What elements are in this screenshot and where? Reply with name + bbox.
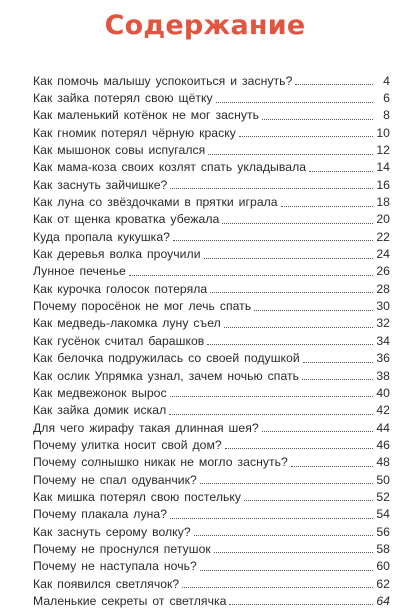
toc-entry-title: Как появился светлячок? bbox=[33, 576, 180, 591]
dot-leader bbox=[182, 577, 373, 588]
dot-leader bbox=[239, 126, 373, 137]
toc-entry-title: Почему не проснулся петушок bbox=[33, 541, 211, 556]
toc-entry-title: Как заснуть зайчишке? bbox=[33, 177, 168, 192]
toc-entry-page-number: 16 bbox=[376, 177, 390, 192]
toc-entry bbox=[33, 141, 390, 158]
toc-entry bbox=[33, 228, 390, 245]
toc-entry-page-number: 56 bbox=[376, 524, 390, 539]
toc-entry-page-number: 12 bbox=[376, 143, 390, 158]
toc-entry-page-number: 38 bbox=[376, 368, 390, 383]
dot-leader bbox=[200, 560, 373, 571]
toc-entry-title: Лунное печенье bbox=[33, 264, 126, 279]
toc-entry-page-number: 6 bbox=[383, 91, 390, 106]
toc-entry bbox=[33, 367, 390, 384]
toc-entry-title: Почему не спал одуванчик? bbox=[33, 472, 197, 487]
dot-leader bbox=[170, 178, 373, 189]
dot-leader bbox=[214, 542, 373, 553]
toc-entry-page-number: 54 bbox=[376, 507, 390, 522]
toc-entry-title: Как белочка подружилась со своей подушкой bbox=[33, 351, 300, 366]
dot-leader bbox=[169, 404, 373, 415]
toc-entry bbox=[33, 159, 390, 176]
toc-entry-page-number: 4 bbox=[383, 73, 390, 88]
dot-leader bbox=[229, 594, 373, 605]
toc-entry bbox=[33, 193, 390, 210]
table-of-contents bbox=[33, 72, 390, 610]
toc-entry-title: Как курочка голосок потеряла bbox=[33, 281, 208, 296]
toc-entry-page-number: 48 bbox=[376, 455, 390, 470]
toc-entry bbox=[33, 245, 390, 262]
toc-entry-title: Маленькие секреты от светлячка bbox=[33, 593, 227, 608]
dot-leader bbox=[216, 92, 373, 103]
dot-leader bbox=[210, 282, 373, 293]
dot-leader bbox=[173, 230, 373, 241]
toc-entry-title: Почему солнышко никак не могло заснуть? bbox=[33, 455, 288, 470]
toc-entry-title: Как помочь малышу успокоиться и заснуть? bbox=[33, 73, 293, 88]
dot-leader bbox=[194, 525, 373, 536]
toc-entry-title: Как ослик Упрямка узнал, зачем ночью спать bbox=[33, 368, 300, 383]
dot-leader bbox=[244, 490, 373, 501]
page-title: Содержание bbox=[104, 10, 306, 41]
toc-entry bbox=[33, 419, 390, 436]
toc-entry bbox=[33, 72, 390, 89]
dot-leader bbox=[170, 386, 373, 397]
toc-entry bbox=[33, 107, 390, 124]
dot-leader bbox=[204, 248, 373, 259]
toc-entry-page-number: 42 bbox=[376, 403, 390, 418]
toc-entry bbox=[33, 89, 390, 106]
dot-leader bbox=[224, 317, 373, 328]
dot-leader bbox=[254, 300, 373, 311]
toc-entry-page-number: 30 bbox=[376, 299, 390, 314]
toc-entry-title: Почему поросёнок не мог лечь спать bbox=[33, 299, 252, 314]
toc-entry-title: Как медведь-лакомка луну съел bbox=[33, 316, 221, 331]
dot-leader bbox=[200, 473, 373, 484]
toc-entry-title: Как от щенка кроватка убежала bbox=[33, 212, 220, 227]
dot-leader bbox=[295, 74, 373, 85]
dot-leader bbox=[222, 213, 373, 224]
toc-entry bbox=[33, 592, 390, 609]
toc-entry-page-number: 36 bbox=[376, 351, 390, 366]
toc-entry-page-number: 60 bbox=[376, 559, 390, 574]
toc-entry bbox=[33, 176, 390, 193]
toc-entry-title: Как луна со звёздочками в прятки играла bbox=[33, 195, 278, 210]
toc-entry-title: Как зайка потерял свою щётку bbox=[33, 91, 213, 106]
dot-leader bbox=[129, 265, 373, 276]
toc-entry-page-number: 18 bbox=[376, 195, 390, 210]
toc-entry bbox=[33, 540, 390, 557]
dot-leader bbox=[262, 109, 373, 120]
dot-leader bbox=[281, 196, 373, 207]
toc-entry-title: Почему не наступала ночь? bbox=[33, 559, 197, 574]
toc-entry bbox=[33, 402, 390, 419]
toc-entry bbox=[33, 558, 390, 575]
toc-entry bbox=[33, 332, 390, 349]
toc-entry bbox=[33, 436, 390, 453]
toc-entry-page-number: 8 bbox=[383, 108, 390, 123]
toc-entry-title: Как медвежонок вырос bbox=[33, 385, 167, 400]
toc-entry-page-number: 46 bbox=[376, 437, 390, 452]
dot-leader bbox=[302, 369, 373, 380]
toc-entry-page-number: 10 bbox=[376, 125, 390, 140]
dot-leader bbox=[170, 508, 373, 519]
toc-entry-title: Для чего жирафу такая длинная шея? bbox=[33, 420, 259, 435]
toc-entry bbox=[33, 350, 390, 367]
toc-entry-title: Как маленький котёнок не мог заснуть bbox=[33, 108, 260, 123]
toc-entry-page-number: 28 bbox=[376, 281, 390, 296]
toc-entry bbox=[33, 211, 390, 228]
dot-leader bbox=[291, 456, 373, 467]
toc-entry-page-number: 14 bbox=[376, 160, 390, 175]
toc-entry-title: Как заснуть серому волку? bbox=[33, 524, 191, 539]
toc-entry-page-number: 52 bbox=[376, 489, 390, 504]
toc-entry-page-number: 22 bbox=[376, 229, 390, 244]
toc-entry bbox=[33, 124, 390, 141]
toc-entry-page-number: 24 bbox=[376, 247, 390, 262]
toc-entry-title: Как мышонок совы испугался bbox=[33, 143, 206, 158]
dot-leader bbox=[303, 352, 373, 363]
toc-entry-page-number: 50 bbox=[376, 472, 390, 487]
toc-entry bbox=[33, 297, 390, 314]
toc-entry bbox=[33, 384, 390, 401]
toc-entry bbox=[33, 280, 390, 297]
toc-entry bbox=[33, 454, 390, 471]
dot-leader bbox=[309, 161, 373, 172]
toc-entry-title: Как мишка потерял свою постельку bbox=[33, 489, 242, 504]
toc-entry-page-number: 40 bbox=[376, 385, 390, 400]
dot-leader bbox=[225, 438, 373, 449]
toc-entry-title: Как зайка домик искал bbox=[33, 403, 167, 418]
toc-entry-page-number: 64 bbox=[376, 593, 390, 608]
toc-entry-page-number: 44 bbox=[376, 420, 390, 435]
toc-entry bbox=[33, 523, 390, 540]
toc-entry-title: Куда пропала кукушка? bbox=[33, 229, 170, 244]
dot-leader bbox=[207, 334, 373, 345]
toc-entry-title: Почему плакала луна? bbox=[33, 507, 168, 522]
toc-entry bbox=[33, 471, 390, 488]
toc-entry-title: Как деревья волка проучили bbox=[33, 247, 201, 262]
toc-entry-page-number: 58 bbox=[376, 541, 390, 556]
toc-entry-title: Как мама-коза своих козлят спать укладывала bbox=[33, 160, 307, 175]
toc-entry-title: Почему улитка носит свой дом? bbox=[33, 437, 222, 452]
toc-entry bbox=[33, 263, 390, 280]
toc-entry-page-number: 32 bbox=[376, 316, 390, 331]
dot-leader bbox=[262, 421, 373, 432]
toc-entry-title: Как гномик потерял чёрную краску bbox=[33, 125, 236, 140]
toc-entry bbox=[33, 506, 390, 523]
toc-entry-page-number: 62 bbox=[376, 576, 390, 591]
toc-entry bbox=[33, 315, 390, 332]
toc-entry-page-number: 34 bbox=[376, 333, 390, 348]
toc-entry-page-number: 20 bbox=[376, 212, 390, 227]
toc-entry-page-number: 26 bbox=[376, 264, 390, 279]
dot-leader bbox=[208, 144, 373, 155]
toc-entry bbox=[33, 488, 390, 505]
toc-entry-title: Как гусёнок считал барашков bbox=[33, 333, 205, 348]
toc-entry bbox=[33, 575, 390, 592]
